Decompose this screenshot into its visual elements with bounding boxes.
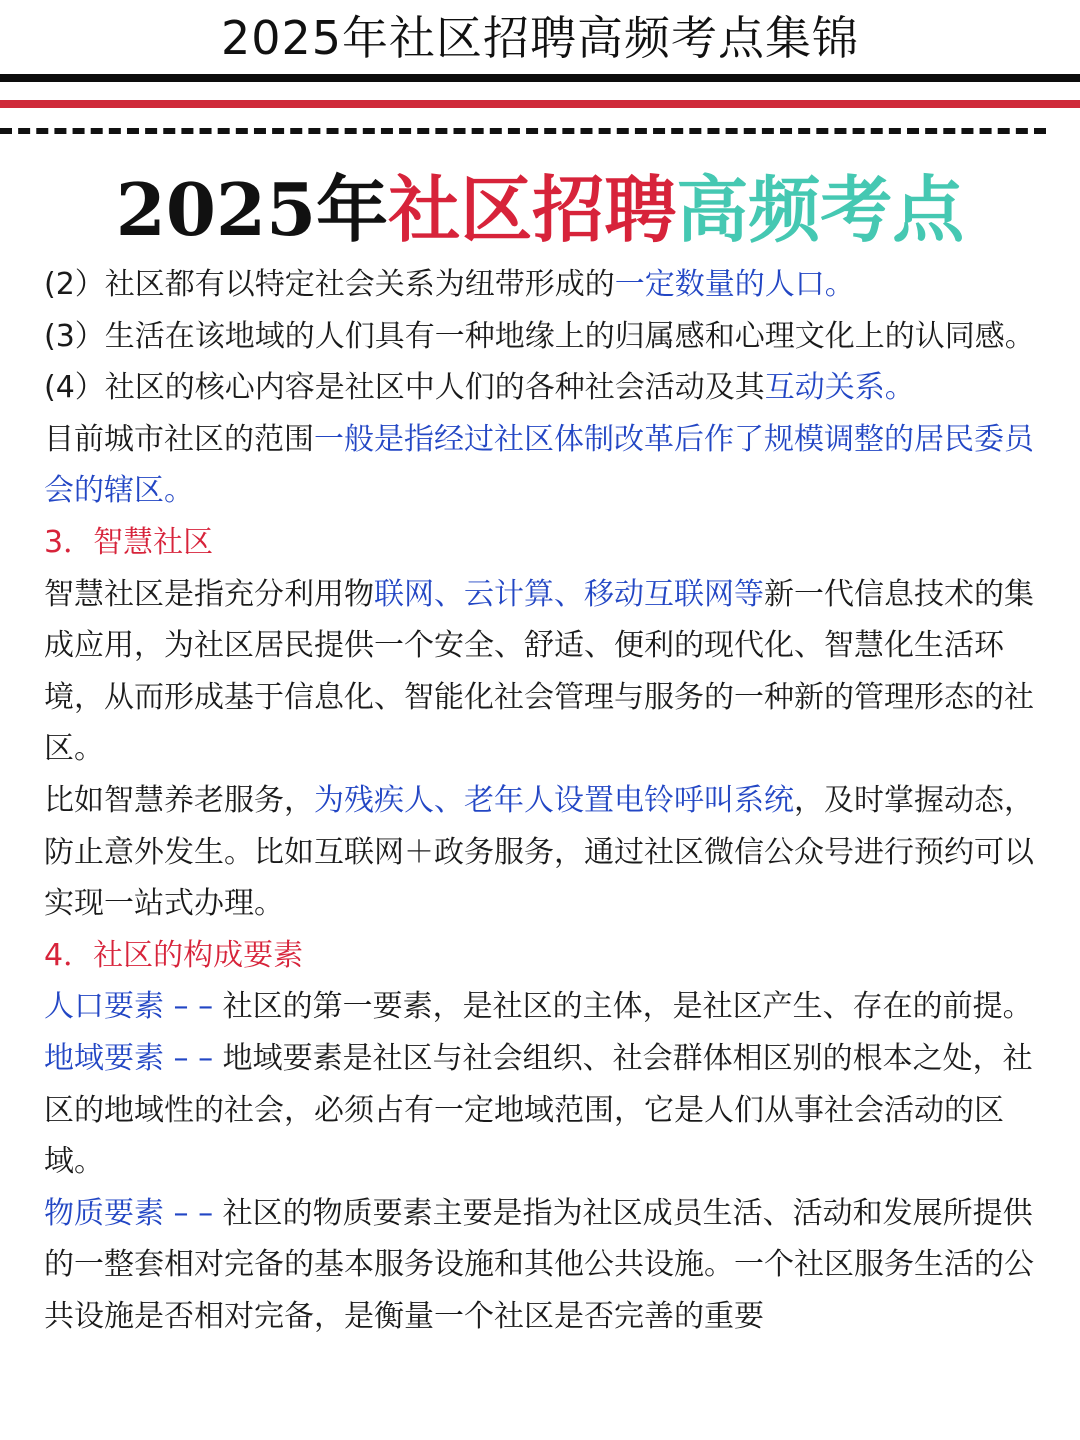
dashed-divider [0, 128, 1046, 134]
smart-highlight: 联网、云计算、移动互联网等 [374, 576, 764, 612]
example-text-prefix: 比如智慧养老服务， [44, 782, 314, 818]
material-text: 社区的物质要素主要是指为社区成员生活、活动和发展所提供的一整套相对完备的基本服务设施和其他公共设施。一个社区服务生活的公共设施是否相对完备，是衡量一个社区是否完善的重要 [44, 1195, 1034, 1334]
header-divider-black [0, 74, 1080, 82]
banner-title-community-recruitment: 社区招聘 [388, 167, 677, 252]
scope-highlight: 一般是指经过社区体制改革后作了规模调整的居民委员会的辖区。 [44, 421, 1034, 509]
paragraph-point-3: (3）生活在该地域的人们具有一种地缘上的归属感和心理文化上的认同感。 [44, 318, 1035, 354]
point-4-text: (4）社区的核心内容是社区中人们的各种社会活动及其 [44, 370, 765, 406]
smart-text-suffix: 新一代信息技术的集成应用，为社区居民提供一个安全、舒适、便利的现代化、智慧化生活环境，从而形成基于信息化、智能化社会管理与服务的一种新的管理形态的社区。 [44, 576, 1034, 767]
population-term: 人口要素 [44, 989, 164, 1025]
page-header-title: 2025年社区招聘高频考点集锦 [220, 11, 860, 65]
article-body [44, 259, 1039, 1342]
paragraph-point-2 [44, 259, 1039, 311]
material-term: 物质要素 [44, 1195, 164, 1231]
material-dash: – – [164, 1195, 223, 1231]
smart-text-prefix: 智慧社区是指充分利用物 [44, 576, 374, 612]
section-heading-components: 4．社区的构成要素 [44, 937, 304, 973]
example-highlight: 为残疾人、老年人设置电铃呼叫系统 [314, 782, 794, 818]
paragraph-material-element [44, 1188, 1039, 1343]
region-text: 地域要素是社区与社会组织、社会群体相区别的根本之处，社区的地域性的社会，必须占有一定地域范围，它是人们从事社会活动的区域。 [44, 1040, 1033, 1180]
paragraph-example [44, 775, 1039, 930]
region-term: 地域要素 [44, 1040, 164, 1076]
point-4-highlight: 互动关系。 [764, 370, 915, 406]
point-2-text: (2）社区都有以特定社会关系为纽带形成的 [44, 267, 615, 302]
paragraph-point-4 [44, 362, 1039, 414]
population-dash: – – [164, 989, 223, 1025]
example-text-suffix: ，及时掌握动态，防止意外发生。比如互联网＋政务服务，通过社区微信公众号进行预约可以实现一站式办理。 [44, 782, 1034, 922]
population-text: 社区的第一要素，是社区的主体，是社区产生、存在的前提。 [222, 989, 1033, 1025]
banner-title [0, 160, 1080, 260]
paragraph-smart-community [44, 569, 1039, 775]
banner-title-key-points: 高频考点 [676, 167, 965, 252]
banner-title-year: 2025年 [115, 167, 389, 252]
paragraph-scope [44, 414, 1039, 517]
header-divider-red [0, 100, 1080, 108]
section-heading-smart-community: 3．智慧社区 [44, 524, 214, 560]
paragraph-region-element [44, 1033, 1039, 1188]
region-dash: – – [164, 1040, 223, 1076]
scope-text: 目前城市社区的范围 [44, 421, 314, 457]
paragraph-population-element [44, 981, 1039, 1033]
point-2-highlight: 一定数量的人口。 [614, 267, 855, 302]
